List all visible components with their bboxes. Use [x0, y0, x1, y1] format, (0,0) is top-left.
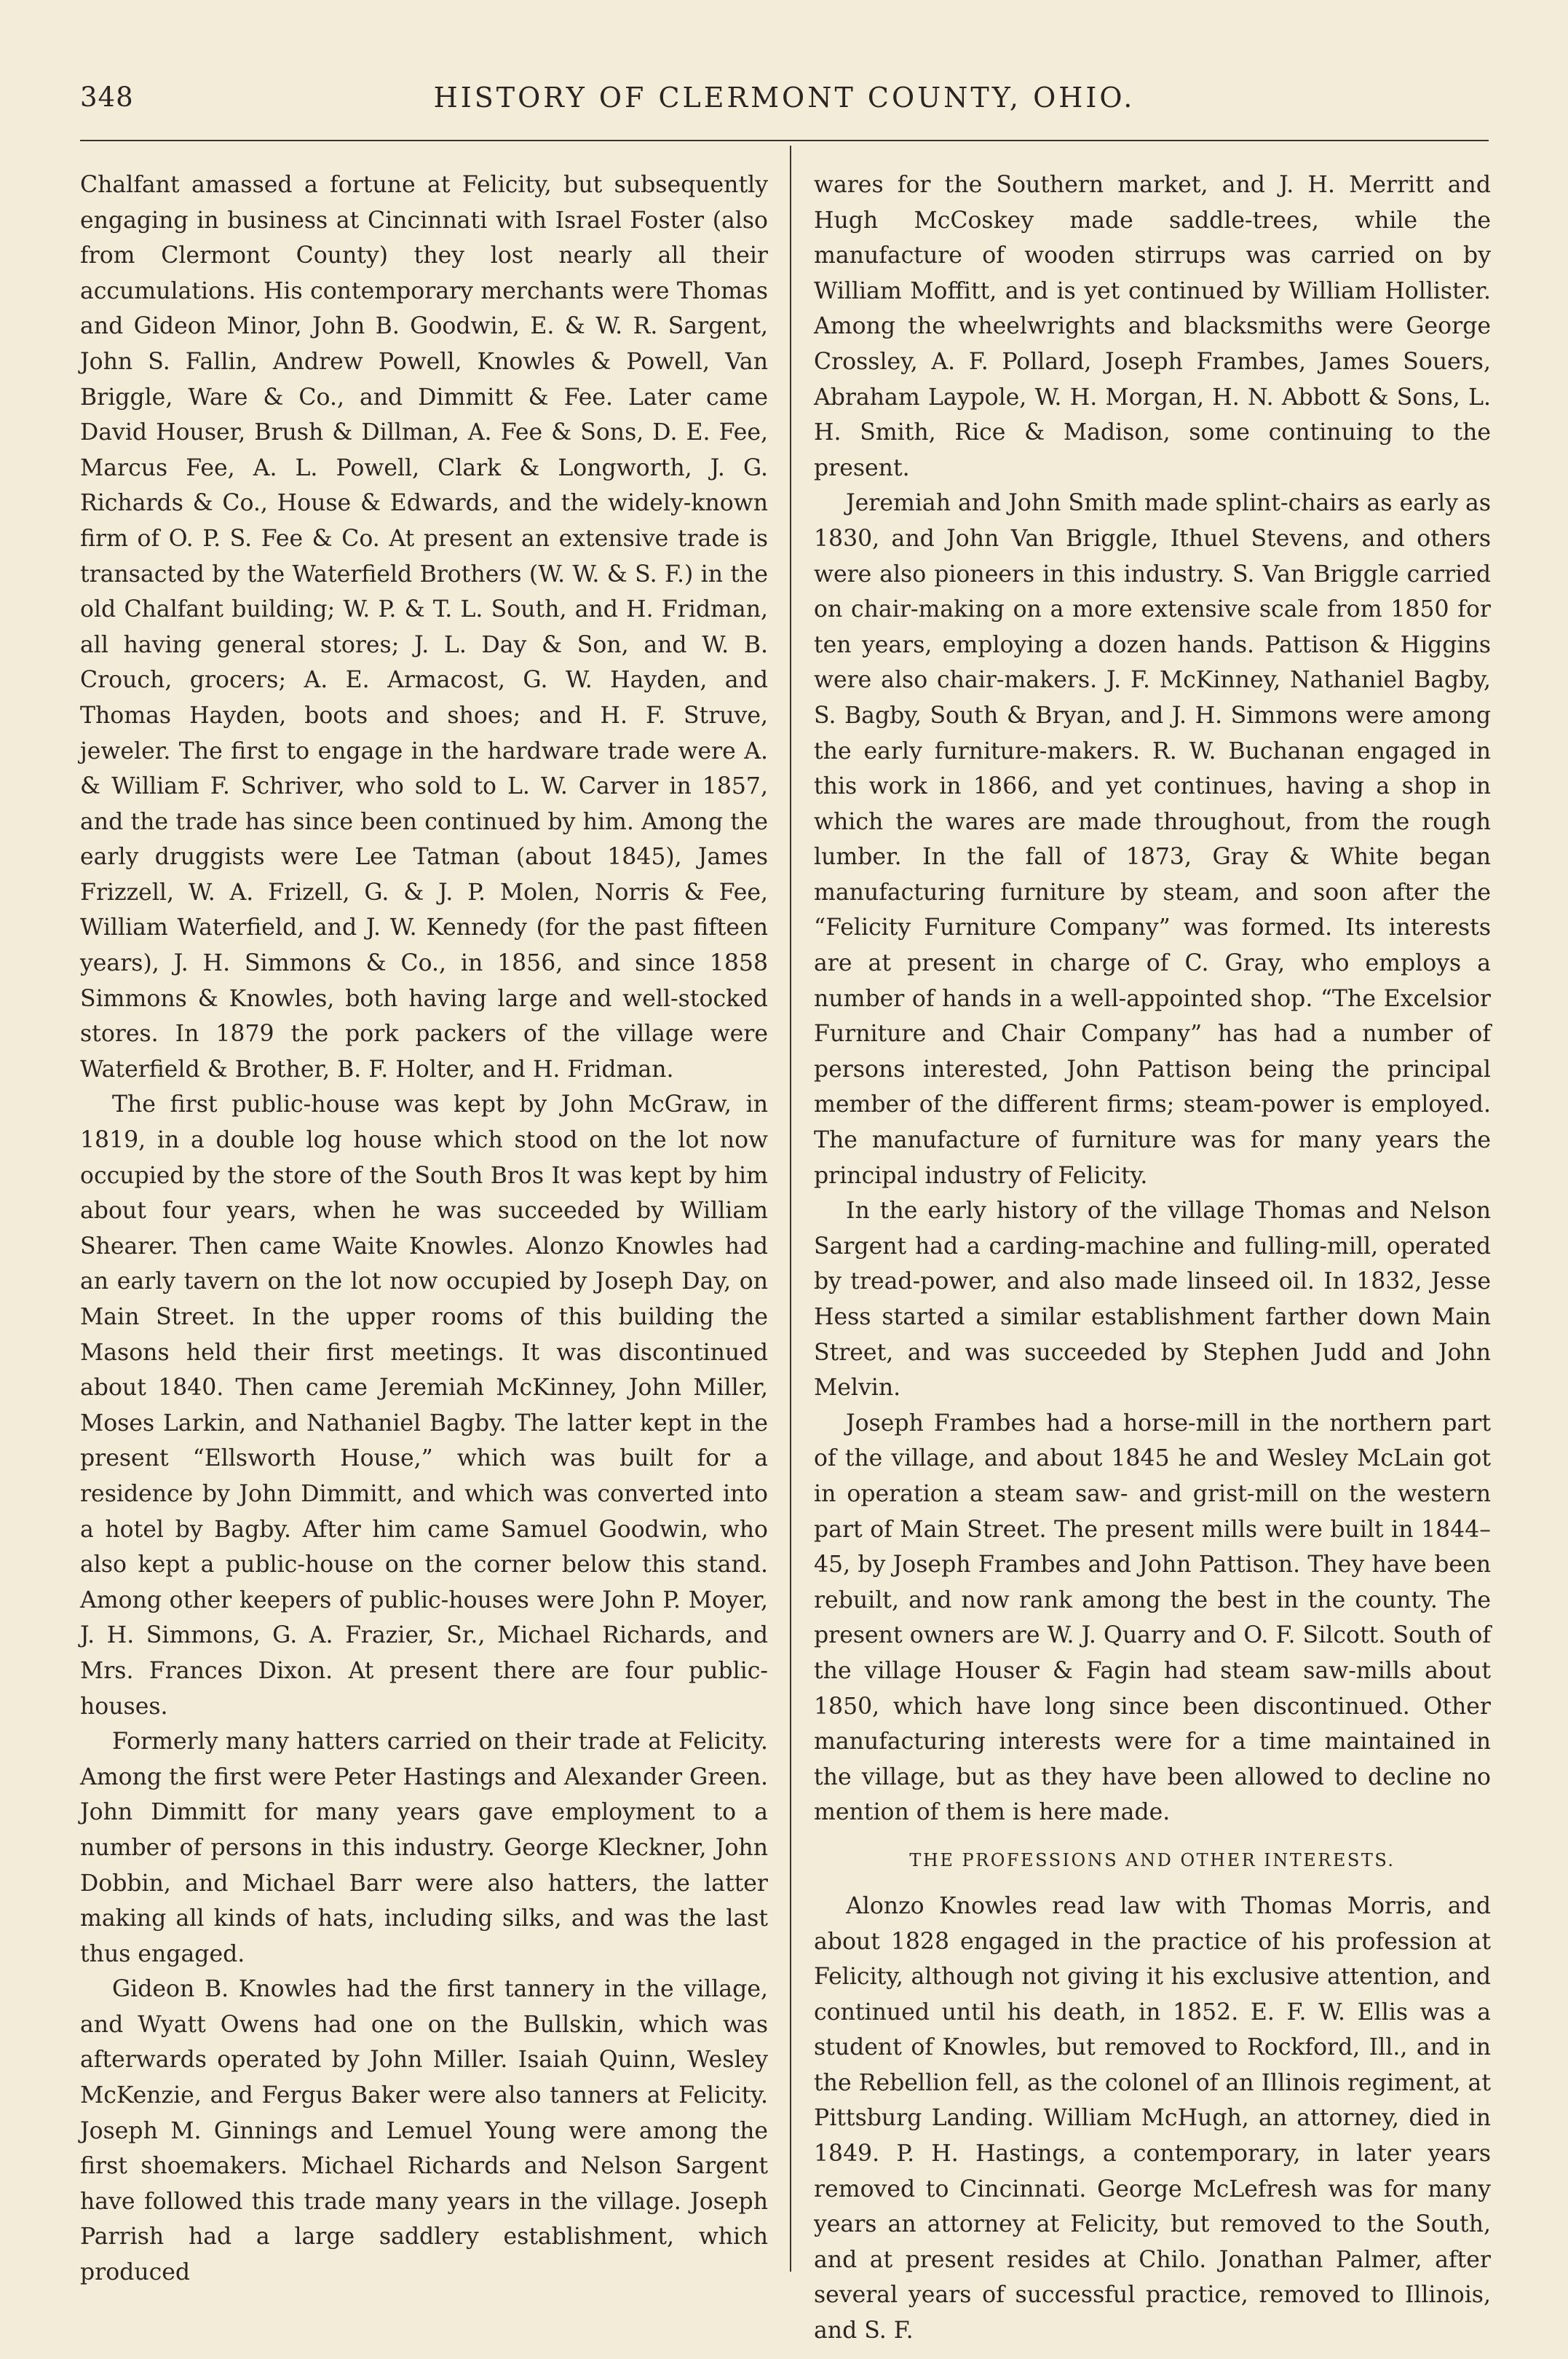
running-title: HISTORY OF CLERMONT COUNTY, OHIO. [433, 82, 1136, 114]
right-column [814, 167, 1491, 2349]
page-header [80, 82, 1489, 125]
left-column [80, 167, 768, 2291]
paragraph: The first public-house was kept by John McGraw, in 1819, in a double log house which stood on the lot now occupied by the store of the South Bros It was kept by him about four years, when he was succeeded by William Shearer. Then came Waite Knowles. Alonzo Knowles had an early tavern on the lot now occupied by Joseph Day, on Main Street. In the upper rooms of this building the Masons held their first meetings. It was discontinued about 1840. Then came Jeremiah McKinney, John Miller, Moses Larkin, and Nathaniel Bagby. The latter kept in the present “Ellsworth House,” which was built for a residence by John Dimmitt, and which was converted into a hotel by Bagby. After him came Samuel Goodwin, who also kept a public-house on the corner below this stand. Among other keepers of public-houses were John P. Moyer, J. H. Simmons, G. A. Frazier, Sr., Michael Richards, and Mrs. Frances Dixon. At present there are four public-houses. [80, 1091, 768, 1720]
column-divider [790, 146, 791, 2272]
paragraph: Chalfant amassed a fortune at Felicity, but subsequently engaging in business at Cincinnati with Israel Foster (also from Clermont County) they lost nearly all their accumulations. His contemporary merchants were Thomas and Gideon Minor, John B. Goodwin, E. & W. R. Sargent, John S. Fallin, Andrew Powell, Knowles & Powell, Van Briggle, Ware & Co., and Dimmitt & Fee. Later came David Houser, Brush & Dillman, A. Fee & Sons, D. E. Fee, Marcus Fee, A. L. Powell, Clark & Longworth, J. G. Richards & Co., House & Edwards, and the widely-known firm of O. P. S. Fee & Co. At present an extensive trade is transacted by the Waterfield Brothers (W. W. & S. F.) in the old Chalfant building; W. P. & T. L. South, and H. Fridman, all having general stores; J. L. Day & Son, and W. B. Crouch, grocers; A. E. Armacost, G. W. Hayden, and Thomas Hayden, boots and shoes; and H. F. Struve, jeweler. The first to engage in the hardware trade were A. & William F. Schriver, who sold to L. W. Carver in 1857, and the trade has since been continued by him. Among the early druggists were Lee Tatman (about 1845), James Frizzell, W. A. Frizell, G. & J. P. Molen, Norris & Fee, William Waterfield, and J. W. Kennedy (for the past fifteen years), J. H. Simmons & Co., in 1856, and since 1858 Simmons & Knowles, both having large and well-stocked stores. In 1879 the pork packers of the village were Waterfield & Brother, B. F. Holter, and H. Fridman. [80, 172, 768, 1083]
paragraph: Gideon B. Knowles had the first tannery in the village, and Wyatt Owens had one on the Bullskin, which was afterwards operated by John Miller. Isaiah Quinn, Wesley McKenzie, and Fergus Baker were also tanners at Felicity. Joseph M. Ginnings and Lemuel Young were among the first shoemakers. Michael Richards and Nelson Sargent have followed this trade many years in the village. Joseph Parrish had a large saddlery establishment, which produced [80, 1976, 768, 2286]
section-heading: THE PROFESSIONS AND OTHER INTERESTS. [909, 1849, 1395, 1870]
page-number: 348 [80, 82, 134, 113]
paragraph: Jeremiah and John Smith made splint-chairs as early as 1830, and John Van Briggle, Ithuel Stevens, and others were also pioneers in this industry. S. Van Briggle carried on chair-making on a more extensive scale from 1850 for ten years, employing a dozen hands. Pattison & Higgins were also chair-makers. J. F. McKinney, Nathaniel Bagby, S. Bagby, South & Bryan, and J. H. Simmons were among the early furniture-makers. R. W. Buchanan engaged in this work in 1866, and yet continues, having a shop in which the wares are made throughout, from the rough lumber. In the fall of 1873, Gray & White began manufacturing furniture by steam, and soon after the “Felicity Furniture Company” was formed. Its interests are at present in charge of C. Gray, who employs a number of hands in a well-appointed shop. “The Excelsior Furniture and Chair Company” has had a number of persons interested, John Pattison being the principal member of the different firms; steam-power is employed. The manufacture of furniture was for many years the principal industry of Felicity. [814, 490, 1491, 1189]
paragraph: Joseph Frambes had a horse-mill in the northern part of the village, and about 1845 he and Wesley McLain got in operation a steam saw- and grist-mill on the western part of Main Street. The present mills were built in 1844–45, by Joseph Frambes and John Pattison. They have been rebuilt, and now rank among the best in the county. The present owners are W. J. Quarry and O. F. Silcott. South of the village Houser & Fagin had steam saw-mills about 1850, which have long since been discontinued. Other manufacturing interests were for a time maintained in the village, but as they have been allowed to decline no mention of them is here made. [814, 1410, 1491, 1826]
header-rule [80, 140, 1489, 141]
paragraph: In the early history of the village Thomas and Nelson Sargent had a carding-machine and fulling-mill, operated by tread-power, and also made linseed oil. In 1832, Jesse Hess started a similar establishment farther down Main Street, and was succeeded by Stephen Judd and John Melvin. [814, 1198, 1491, 1402]
paragraph: Alonzo Knowles read law with Thomas Morris, and about 1828 engaged in the practice of his profession at Felicity, although not giving it his exclusive attention, and continued until his death, in 1852. E. F. W. Ellis was a student of Knowles, but removed to Rockford, Ill., and in the Rebellion fell, as the colonel of an Illinois regiment, at Pittsburg Landing. William McHugh, an attorney, died in 1849. P. H. Hastings, a contemporary, in later years removed to Cincinnati. George McLefresh was for many years an attorney at Felicity, but removed to the South, and at present resides at Chilo. Jonathan Palmer, after several years of successful practice, removed to Illinois, and S. F. [814, 1892, 1491, 2344]
paragraph: wares for the Southern market, and J. H. Merritt and Hugh McCoskey made saddle-trees, while the manufacture of wooden stirrups was carried on by William Moffitt, and is yet continued by William Hollister. Among the wheelwrights and blacksmiths were George Crossley, A. F. Pollard, Joseph Frambes, James Souers, Abraham Laypole, W. H. Morgan, H. N. Abbott & Sons, L. H. Smith, Rice & Madison, some continuing to the present. [814, 172, 1491, 481]
paragraph: Formerly many hatters carried on their trade at Felicity. Among the first were Peter Hastings and Alexander Green. John Dimmitt for many years gave employment to a number of persons in this industry. George Kleckner, John Dobbin, and Michael Barr were also hatters, the latter making all kinds of hats, including silks, and was the last thus engaged. [80, 1728, 768, 1967]
